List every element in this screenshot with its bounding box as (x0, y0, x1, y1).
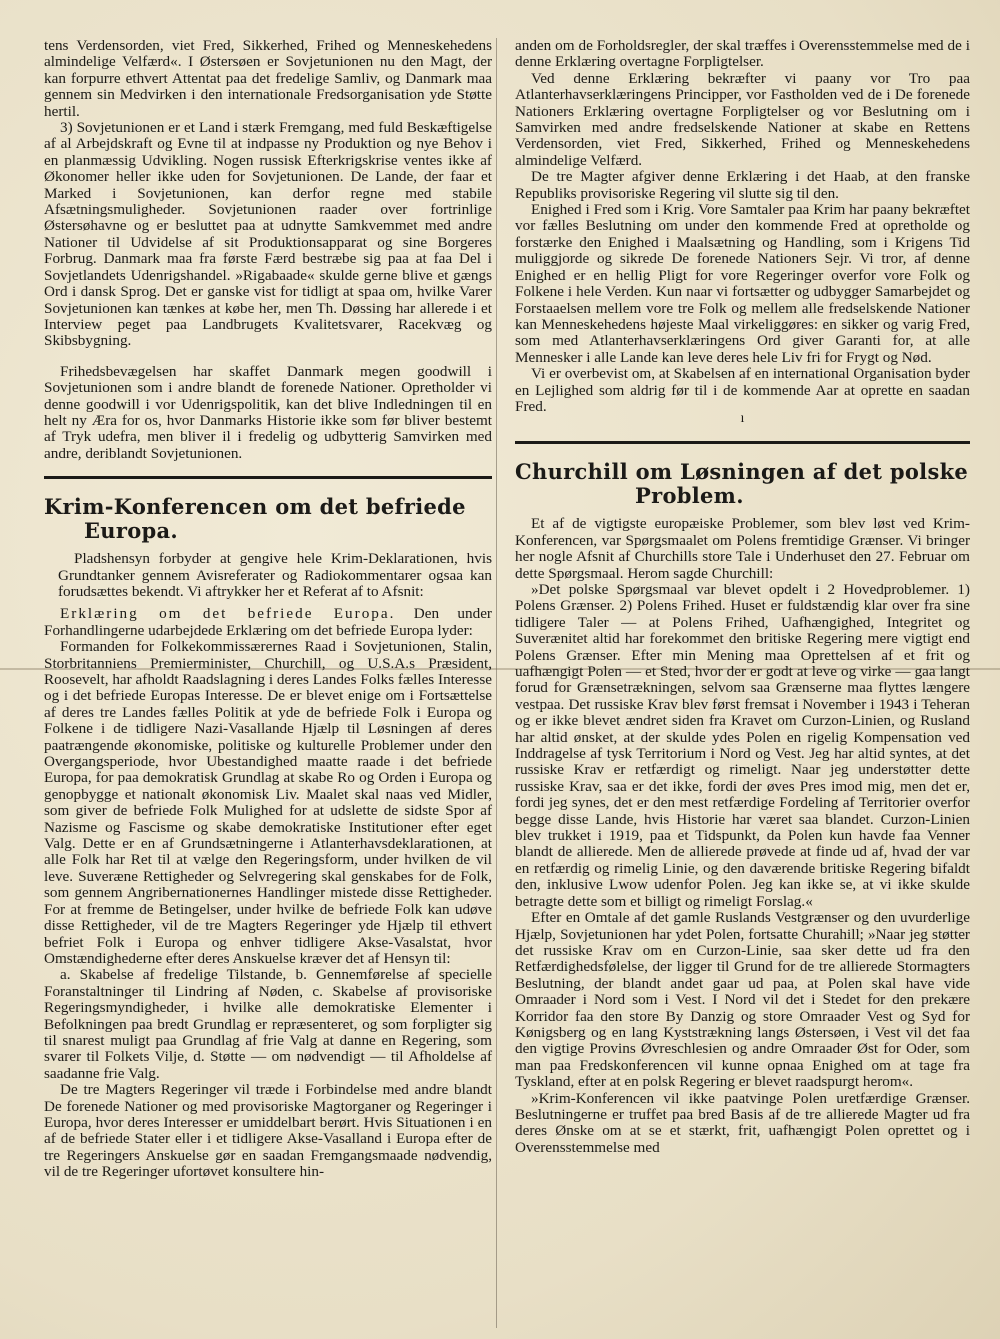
article-paragraph: De tre Magters Regeringer vil træde i Forbindelse med andre blandt De forenede Nationer og med provisoriske Magtorganer og Regeringer i Europa, hvor deres Interesser er umiddelbart berørt. Hvis Situationen i en af de befriede Stater eller i et tidligere Akse-Vasalland i Europa efter de tre Regeringers Anskuelse gør en saadan Fremgangsmaade nødvendig, vil de tre Regeringer ufortøvet konsultere hin- (44, 1081, 492, 1181)
right-column (515, 38, 970, 1156)
article-paragraph: Efter en Omtale af det gamle Ruslands Vestgrænser og den uvurderlige Hjælp, Sovjetunionen har ydet Polen, fortsatte Churahill; »Naar jeg støtter det russiske Krav om en Curzon-Linie, saa sker dette ud fra den Retfærdighedsfølelse, der ligger til Grund for de tre allierede Stormagters Beslutning, der blandt andet gaar ud paa, at Polen skal have vide Omraader i Nord som i Vest. I Nord vil det i Stedet for den prekære Korridor faa den store By Danzig og store Omraader Vest og Syd for Kønigsberg og en lang Kyststrækning langs Østersøen, i Vest vil det faa den vigtige Provins Øvreschlesien og andre Omraader Øst for Oder, som man paa Fredskonferencen vil kunne opnaa Enighed om at tage fra Tyskland, efter at en polsk Regering er blevet raadspurgt herom«. (515, 909, 970, 1091)
article-paragraph: anden om de Forholdsregler, der skal træffes i Overensstemmelse med de i denne Erklæring overtagne Forpligtelser. (515, 37, 970, 71)
headline-krim-konferencen (44, 495, 492, 543)
headline-churchill (515, 460, 970, 508)
end-mark: ı (740, 411, 745, 427)
article-paragraph: »Krim-Konferencen vil ikke paatvinge Polen uretfærdige Grænser. Beslutningerne er truffet paa bred Basis af de tre allierede Magter ud fra deres Ønske om at se et stærkt, frit, uafhængigt Polen oprettet og i Overensstemmelse med (515, 1089, 970, 1156)
article-paragraph: Frihedsbevægelsen har skaffet Danmark megen goodwill i Sovjetunionen som i andre blandt de forenede Nationer. Opretholder vi denne goodwill i vor Udenrigspolitik, kan det blive Indledningen til en helt ny Æra for os, hvor Danmarks Historie ikke som før bliver bestemt af Tryk udefra, men bliver il i fredelig og udbytterig Samvirken med andre, deriblandt Sovjetunionen. (44, 362, 492, 462)
article-paragraph: Ved denne Erklæring bekræfter vi paany vor Tro paa Atlanterhavserklæringens Principper, vor Fastholden ved de i De forenede Nationers Erklæring overtagne Forpligtelser og vor Beslutning om i Samvirken med andre fredselskende Nationer at skabe en Rettens Verdensorden, viet Fred, Sikkerhed, Frihed og Menneskehedens almindelige Velfærd. (515, 69, 970, 169)
headline-line: Churchill om Løsningen af det polske (515, 459, 969, 485)
article-paragraph: Vi er overbevist om, at Skabelsen af en international Organisation byder en Lejlighed som aldrig før til i de kommende Aar at oprette en saadan Fred. (515, 365, 970, 415)
column-divider (496, 38, 497, 1328)
section-rule (515, 441, 970, 444)
paragraph-text: Den under Forhandlingerne udarbejdede Erklæring om det befriede Europa lyder: (44, 605, 492, 639)
article-paragraph (44, 606, 492, 639)
article-paragraph: 3) Sovjetunionen er et Land i stærk Fremgang, med fuld Beskæftigelse af al Arbejdskraft og Evne til at indpasse ny Produktion og nye Behov i en planmæssig Udvikling. Nogen russisk Efterkrigskrise ventes ikke af Økonomer heller ikke uden for Sovjetunionen. De Lande, der faar et Marked i Sovjetunionen, kan derfor regne med stabile Afsætningsmuligheder. Sovjetunionen raader over fortrinlige Østersøhavne og er besluttet paa at udnytte Samkvemmet med andre Nationer til Udvidelse af sit Produktionsapparat og sine Borgeres Forbrug. Danmark maa fra første Færd bestræbe sig paa at faa Del i Sovjetlandets Udenrigshandel. »Rigabaade« skulde gerne blive et gængs Ord i dansk Sprog. Det er ganske vist for tidligt at spaa om, hvilke Varer Sovjetunionen kan tænkes at købe her, men Th. Døssing har allerede i et Interview peget paa Landbrugets Kvalitetsvarer, Racekvæg og Skibsbygning. (44, 119, 492, 350)
headline-line: Problem. (635, 483, 744, 509)
headline-line: Krim-Konferencen om det befriede (44, 494, 466, 520)
article-paragraph: Formanden for Folkekommissærernes Raad i Sovjetunionen, Stalin, Storbritanniens Premierminister, Churchill, og U.S.A.s Præsident, Roosevelt, har afholdt Raadslagning i deres Landes Folks fælles Interesse og i det befriede Europas Interesse. De er blevet enige om i Fortsættelse af deres tre Landes fælles Politik at yde de befriede Folk i Europa og Folkene i de tidligere Nazi-Vasallande Hjælp til Løsningen af deres paatrængende økonomiske, politiske og kulturelle Problemer under den Overgangsperiode, hvor Ubestandighed maatte raade i det befriede Europa, for paa demokratisk Grundlag at skabe Ro og Orden i Europa og genopbygge et nationalt økonomisk Liv. Maalet skal naas ved Midler, som giver de befriede Folk Mulighed for at udslette de sidste Spor af Nazisme og Fascisme og skabe demokratiske Institutioner efter eget Valg. Dette er en af Grundsætningerne i Atlanterhavsdeklarationen, at alle Folk har Ret til at vælge den Regeringsform, under hvilken de vil leve. Suveræne Rettigheder og Selvregering skal genskabes for de Folk, som gennem Angribernationernes Handlinger mistede disse Rettigheder. For at fremme de Betingelser, under hvilke de befriede Folk kan udøve disse Rettigheder, vil de tre Magters Regeringer yde Hjælp til ethvert befriet Folk i Europa og enhver tidligere Akse-Vasalstat, hvor Omstændighederne efter deres Anskuelse kræver det af Hensyn til: (44, 638, 492, 967)
article-paragraph: tens Verdensorden, viet Fred, Sikkerhed, Frihed og Menneskehedens almindelige Velfærd«. I Østersøen er Sovjetunionen nu den Magt, der kan forpurre ethvert Attentat paa det fredelige Samliv, og Danmark maa gennem sin Medvirken i den internationale Fredsorganisation yde Støtte hertil. (44, 37, 492, 120)
left-column (44, 38, 492, 1181)
section-rule (44, 476, 492, 479)
headline-line: Europa. (84, 518, 179, 544)
intro-block (44, 551, 492, 600)
article-paragraph: De tre Magter afgiver denne Erklæring i det Haab, at den franske Republiks provisoriske Regering vil slutte sig til den. (515, 168, 970, 202)
intro-paragraph: Pladshensyn forbyder at gengive hele Krim-Deklarationen, hvis Grundtanker gennem Avisreferater og Radiokommentarer ogsaa kan forudsættes bekendt. Vi aftrykker her et Referat af to Afsnit: (58, 550, 492, 600)
article-paragraph: Enighed i Fred som i Krig. Vore Samtaler paa Krim har paany bekræftet vor fælles Beslutning om under den kommende Fred at opretholde og forstærke den Enighed i Maalsætning og Handling, som i Krigens Tid muliggjorde og sikrede De forenede Nationers Sejr. Vi tror, af denne Enighed er en hellig Pligt for vore Regeringer overfor vore Folk og Folkene i hele Verden. Kun naar vi fortsætter og udbygger Samarbejdet og Forstaaelsen mellem vore tre Folk og mellem alle fredselskende Nationer kan Menneskehedens højeste Maal virkeliggøres: en sikker og varig Fred, som med Atlanterhavserklæringens Ord giver Garanti for, at alle Mennesker i alle Lande kan leve deres hele Liv fri for Frygt og Nød. (515, 201, 970, 366)
lead-in: Erklæring om det befriede Europa. (60, 605, 396, 623)
article-paragraph: a. Skabelse af fredelige Tilstande, b. Gennemførelse af specielle Foranstaltninger til Lindring af Nøden, c. Skabelse af provisoriske Regeringsmyndigheder, i hvilke alle demokratiske Elementer i Befolkningen paa bredt Grundlag er repræsenteret, og som forpligter sig til snarest muligt paa Grundlag af frie Valg at danne en Regering, som svarer til Folkets Vilje, d. Støtte — om nødvendigt — til Afholdelse af saadanne frie Valg. (44, 966, 492, 1082)
article-paragraph: Et af de vigtigste europæiske Problemer, som blev løst ved Krim-Konferencen, var Spørgsmaalet om Polens fremtidige Grænser. Vi bringer her nogle Afsnit af Churchills store Tale i Underhuset den 27. Februar om dette Spørgsmaal. Herom sagde Churchill: (515, 515, 970, 582)
article-paragraph: »Det polske Spørgsmaal var blevet opdelt i 2 Hovedproblemer. 1) Polens Grænser. 2) Polens Frihed. Huset er fuldstændig klar over fra sine tidligere Taler — at Polens Frihed, Uafhængighed, Integritet og Suverænitet altid har forekommet den britiske Regering mere vigtigt end Polens Grænser. Efter min Mening maa Oprettelsen af et frit og uafhængigt Polen — et Sted, hvor der er godt at leve og virke — gaa langt forud for Grænsetrækningen, selvom saa Grænserne maa flyttes længere vestpaa. Det russiske Krav blev først fremsat i November i 1943 i Teheran og er ikke blevet ændret siden fra Kravet om Curzon-Linien, og Rusland har altid ønsket, at der skulde ydes Polen en rigelig Kompensation ved Inddragelse af tysk Territorium i Nord og Vest. Jeg har altid syntes, at det russiske Krav er retfærdigt og rimeligt. Naar jeg understøtter dette russiske Krav, saa er det ikke, fordi der øves Pres imod mig, men det er, fordi jeg synes, det er den mest retfærdige Fordeling af Territorier overfor begge disse Lande, hvis Historie har været saa blandet. Curzon-Linien blev trukket i 1919, paa et Tidspunkt, da Polen kun havde faa Venner blandt de allierede. Men de allierede prøvede at finde ud af, hvad der var en retfærdig og rimelig Linie, og den daværende britiske Regering bifaldt den, inklusive Lwow udenfor Polen. Jeg kan ikke se, at vi ikke skulde betragte dette som et billigt og rimeligt Forslag.« (515, 580, 970, 910)
